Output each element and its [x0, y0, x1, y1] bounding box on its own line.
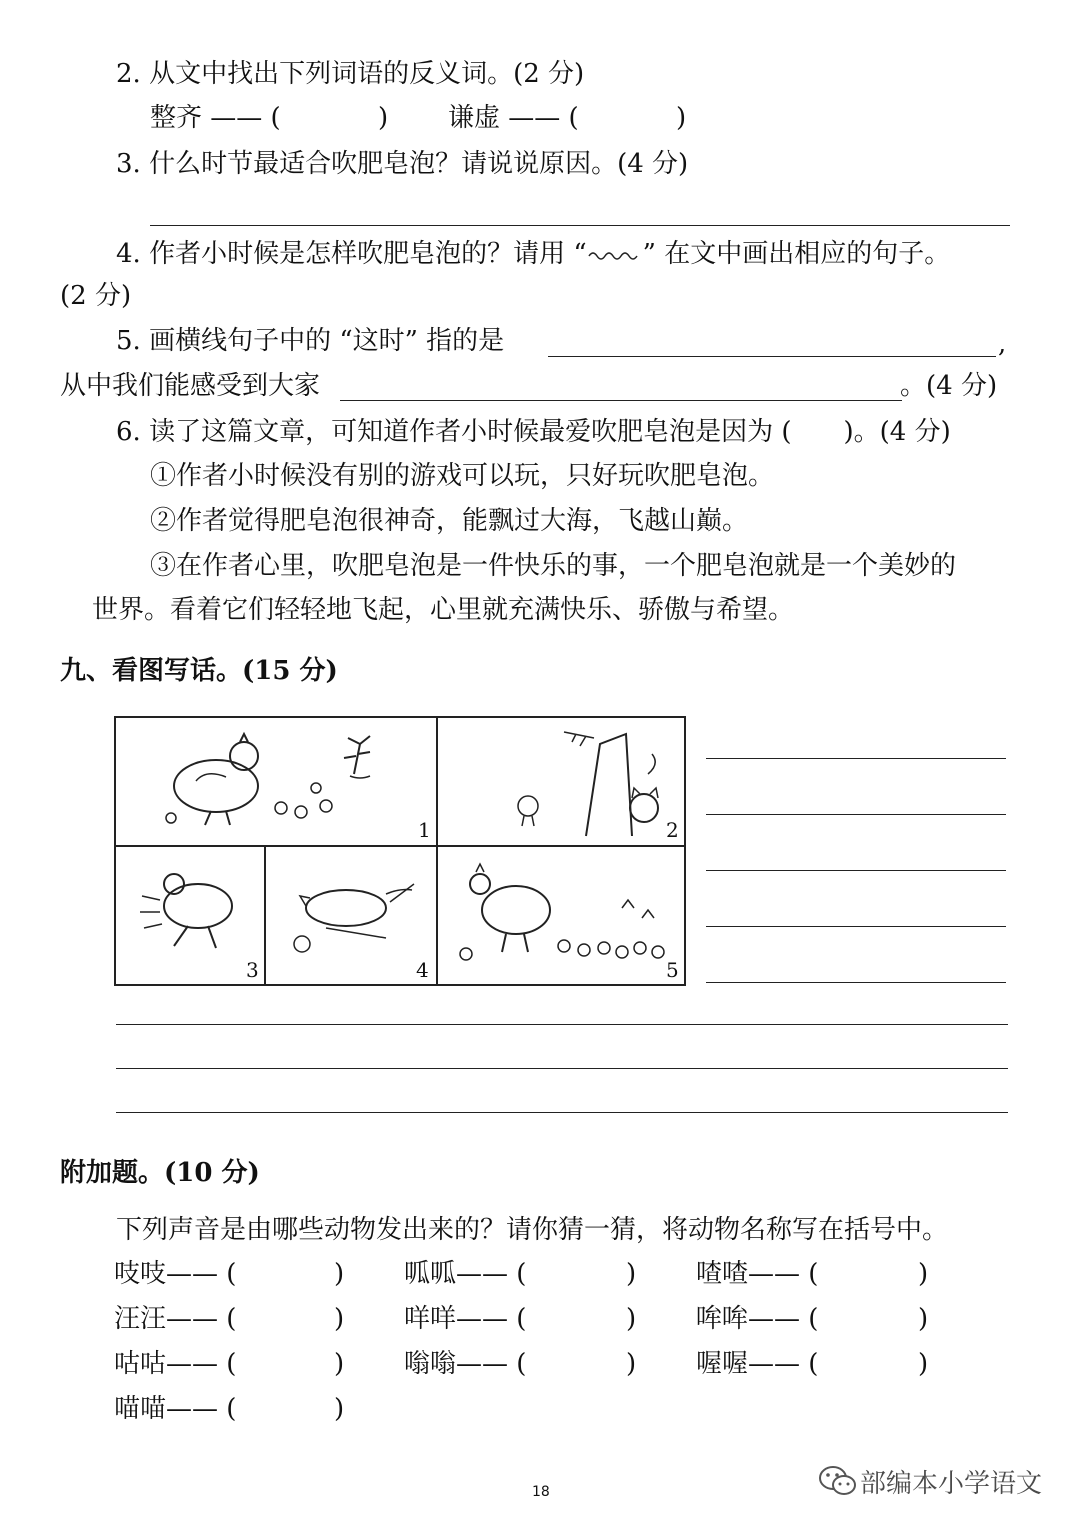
writing-line-8 — [116, 1112, 1008, 1113]
q2-item-1: 整齐 —— ( — [150, 103, 281, 133]
q5-part1: 5. 画横线句子中的 “这时” 指的是 — [116, 326, 505, 356]
page-number: 18 — [532, 1484, 550, 1500]
running-hen-picture — [138, 856, 258, 976]
q6-option-1: ①作者小时候没有别的游戏可以玩，只好玩吹肥皂泡。 — [150, 461, 775, 491]
writing-line-6 — [116, 1024, 1008, 1025]
sound-item: 汪汪—— ( — [114, 1304, 237, 1334]
q3-title: 3. 什么时节最适合吹肥皂泡？请说说原因。(4 分) — [116, 149, 689, 179]
sound-item-close: ) — [334, 1394, 345, 1424]
panel-number-5: 5 — [666, 958, 679, 982]
q5-answer-line-1 — [548, 356, 996, 357]
q5-part2: 从中我们能感受到大家 — [60, 371, 321, 401]
q3-answer-line — [150, 225, 1010, 226]
q5-end: 。(4 分) — [900, 371, 998, 401]
picture-panel-grid — [114, 716, 686, 986]
bonus-title: 附加题。(10 分) — [60, 1158, 260, 1188]
q2-item-1-close: ) — [378, 103, 389, 133]
sound-item-close: ) — [626, 1259, 637, 1289]
section9-title: 九、看图写话。(15 分) — [60, 656, 338, 686]
sound-item: 咕咕—— ( — [114, 1349, 237, 1379]
sound-item-close: ) — [334, 1349, 345, 1379]
wechat-icon — [818, 1464, 858, 1498]
q2-item-2-close: ) — [676, 103, 687, 133]
sound-item: 咩咩—— ( — [404, 1304, 527, 1334]
sound-item-close: ) — [918, 1304, 929, 1334]
q4-part2: ” 在文中画出相应的句子。 — [642, 239, 951, 269]
hen-chasing-cat-picture — [286, 858, 426, 968]
chick-and-cat-picture — [476, 724, 676, 839]
hen-with-chicks-picture — [156, 726, 416, 841]
bonus-instruction: 下列声音是由哪些动物发出来的？请你猜一猜，将动物名称写在括号中。 — [116, 1215, 949, 1245]
sound-item-close: ) — [918, 1259, 929, 1289]
sound-item: 吱吱—— ( — [114, 1259, 237, 1289]
q6-option-3-line2: 世界。看着它们轻轻地飞起，心里就充满快乐、骄傲与希望。 — [92, 595, 795, 625]
panel-number-4: 4 — [416, 958, 429, 982]
q5-answer-line-2 — [340, 400, 902, 401]
writing-line-1 — [706, 758, 1006, 759]
q4-score: (2 分) — [60, 281, 132, 311]
writing-line-4 — [706, 926, 1006, 927]
writing-line-5 — [706, 982, 1006, 983]
panel-number-3: 3 — [246, 958, 259, 982]
q6-title: 6. 读了这篇文章，可知道作者小时候最爱吹肥皂泡是因为 ( )。(4 分) — [116, 417, 951, 447]
sound-item: 喳喳—— ( — [696, 1259, 819, 1289]
sound-item-close: ) — [626, 1304, 637, 1334]
sound-item-close: ) — [334, 1304, 345, 1334]
q4-part1: 4. 作者小时候是怎样吹肥皂泡的？请用 “ — [116, 239, 587, 269]
q5-comma: , — [998, 329, 1007, 359]
q6-option-3-line1: ③在作者心里，吹肥皂泡是一件快乐的事，一个肥皂泡就是一个美妙的 — [150, 551, 957, 581]
sound-item-close: ) — [334, 1259, 345, 1289]
panel-number-2: 2 — [666, 818, 679, 842]
sound-item: 嗡嗡—— ( — [404, 1349, 527, 1379]
wavy-line-icon — [587, 248, 643, 262]
q4-text — [116, 238, 950, 270]
hen-leading-chicks-picture — [446, 858, 676, 973]
sound-item: 哞哞—— ( — [696, 1304, 819, 1334]
sound-item: 喵喵—— ( — [114, 1394, 237, 1424]
sound-item: 呱呱—— ( — [404, 1259, 527, 1289]
panel-number-1: 1 — [418, 818, 431, 842]
sound-item-close: ) — [918, 1349, 929, 1379]
sound-item-close: ) — [626, 1349, 637, 1379]
sound-item: 喔喔—— ( — [696, 1349, 819, 1379]
q2-item-2: 谦虚 —— ( — [448, 103, 579, 133]
watermark-text: 部编本小学语文 — [860, 1469, 1043, 1499]
q6-option-2: ②作者觉得肥皂泡很神奇，能飘过大海，飞越山巅。 — [150, 506, 749, 536]
writing-line-7 — [116, 1068, 1008, 1069]
writing-line-2 — [706, 814, 1006, 815]
q2-title: 2. 从文中找出下列词语的反义词。(2 分) — [116, 59, 585, 89]
writing-line-3 — [706, 870, 1006, 871]
